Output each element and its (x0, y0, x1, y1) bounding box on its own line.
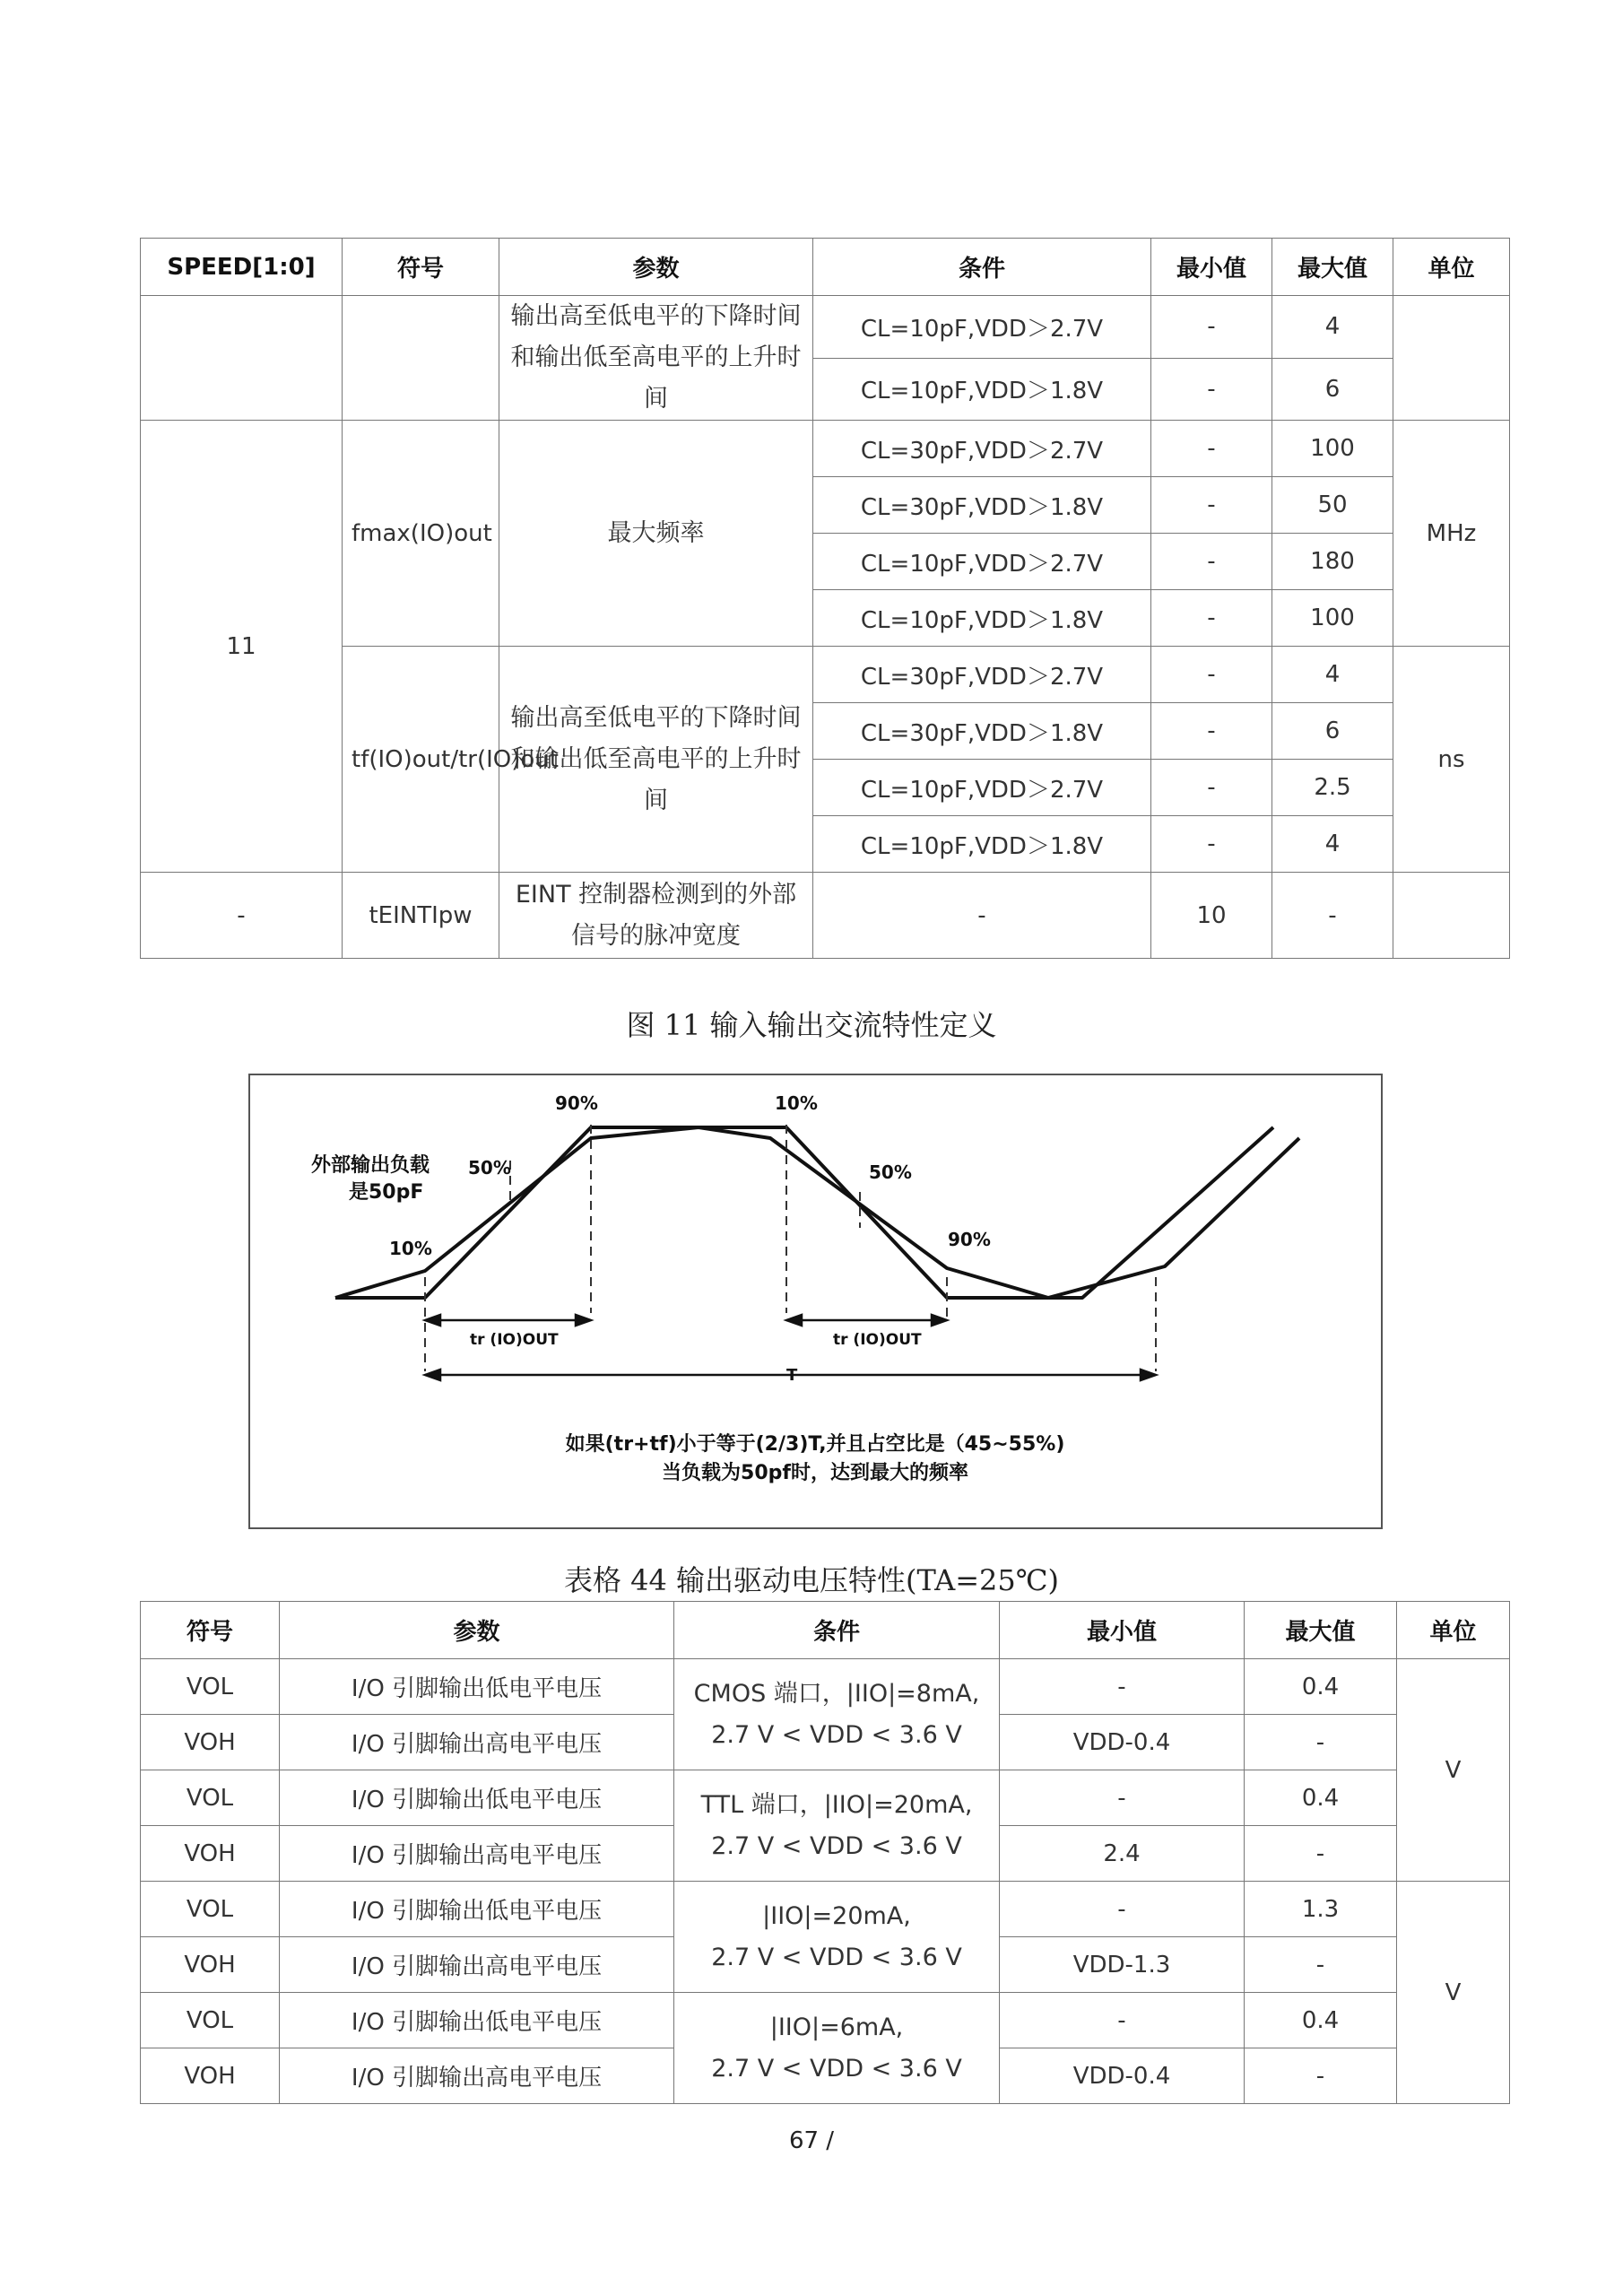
min-cell: - (1151, 296, 1272, 359)
ac-characteristics-table (140, 238, 1510, 959)
max-cell: - (1245, 2048, 1397, 2104)
col-header-symbol: 符号 (343, 239, 499, 296)
note-line2: 当负载为50pf时，达到最大的频率 (662, 1462, 968, 1484)
max-cell: 4 (1272, 816, 1393, 873)
cond-line1: TTL 端口，|IIO|=20mA, (700, 1790, 973, 1819)
condition-cell (674, 1882, 1000, 1993)
symbol-cell: VOH (141, 1937, 280, 1993)
col-header-min: 最小值 (1000, 1602, 1245, 1659)
cond-line1: CMOS 端口，|IIO|=8mA, (693, 1679, 980, 1708)
label-50-left: 50% (468, 1157, 511, 1178)
load-label-line1: 外部输出负载 (311, 1154, 430, 1177)
max-cell: 50 (1272, 477, 1393, 534)
label-10-top: 10% (775, 1092, 818, 1114)
condition-cell: CL=10pF,VDD＞1.8V (813, 816, 1151, 873)
param-cell: I/O 引脚输出高电平电压 (280, 1715, 674, 1770)
condition-cell (674, 1770, 1000, 1882)
speed-cell: - (141, 873, 343, 959)
page-number: 67 / (788, 2127, 835, 2154)
param-cell: I/O 引脚输出低电平电压 (280, 1770, 674, 1826)
table-row (141, 1659, 1510, 1715)
condition-cell (674, 1659, 1000, 1770)
tr-label-right: tr (IO)OUT (833, 1331, 922, 1349)
cond-text: CL=10pF,VDD＞2.7V (860, 315, 1104, 343)
symbol-cell: VOL (141, 1770, 280, 1826)
cond-line1: |IIO|=20mA, (762, 1901, 911, 1930)
condition-cell: CL=30pF,VDD＞1.8V (813, 703, 1151, 760)
min-cell: VDD-0.4 (1000, 1715, 1245, 1770)
min-cell: - (1151, 477, 1272, 534)
min-cell: 10 (1151, 873, 1272, 959)
min-cell: - (1151, 421, 1272, 477)
param-cell: I/O 引脚输出高电平电压 (280, 1826, 674, 1882)
param-cell: I/O 引脚输出高电平电压 (280, 2048, 674, 2104)
table-header-row (141, 239, 1510, 296)
min-cell: - (1151, 534, 1272, 590)
col-header-max: 最大值 (1272, 239, 1393, 296)
col-header-max: 最大值 (1245, 1602, 1397, 1659)
col-header-speed: SPEED[1:0] (141, 239, 343, 296)
param-cell: 输出高至低电平的下降时间和输出低至高电平的上升时间 (499, 296, 813, 421)
condition-cell: CL=10pF,VDD＞2.7V (813, 760, 1151, 816)
symbol-cell: tEINTIpw (343, 873, 499, 959)
min-cell: - (1000, 1882, 1245, 1937)
param-cell: I/O 引脚输出低电平电压 (280, 1882, 674, 1937)
symbol-cell: VOH (141, 2048, 280, 2104)
param-cell: I/O 引脚输出低电平电压 (280, 1993, 674, 2048)
symbol-cell: VOL (141, 1993, 280, 2048)
param-cell: EINT 控制器检测到的外部信号的脉冲宽度 (499, 873, 813, 959)
col-header-condition: 条件 (674, 1602, 1000, 1659)
max-cell: 2.5 (1272, 760, 1393, 816)
condition-cell: CL=30pF,VDD＞2.7V (813, 647, 1151, 703)
min-cell: - (1151, 760, 1272, 816)
max-cell: 1.3 (1245, 1882, 1397, 1937)
max-cell: 0.4 (1245, 1993, 1397, 2048)
condition-cell: - (813, 873, 1151, 959)
max-cell: 4 (1272, 296, 1393, 359)
col-header-unit: 单位 (1393, 239, 1510, 296)
symbol-cell: tf(IO)out/tr(IO)out (343, 647, 499, 873)
param-cell: 最大频率 (499, 421, 813, 647)
symbol-cell: VOH (141, 1826, 280, 1882)
col-header-param: 参数 (280, 1602, 674, 1659)
output-voltage-table (140, 1601, 1510, 2104)
max-cell: - (1245, 1937, 1397, 1993)
max-cell: - (1272, 873, 1393, 959)
col-header-unit: 单位 (1397, 1602, 1510, 1659)
timing-figure-frame (248, 1074, 1383, 1529)
symbol-cell: VOL (141, 1882, 280, 1937)
condition-cell: CL=10pF,VDD＞2.7V (813, 534, 1151, 590)
symbol-cell: VOL (141, 1659, 280, 1715)
symbol-cell: VOH (141, 1715, 280, 1770)
note-line1: 如果(tr+tf)小于等于(2/3)T,并且占空比是（45~55%) (565, 1433, 1065, 1456)
unit-cell: V (1397, 1882, 1510, 2104)
max-cell: 4 (1272, 647, 1393, 703)
cond-line2: 2.7 V < VDD < 3.6 V (711, 1943, 962, 1971)
param-cell: I/O 引脚输出高电平电压 (280, 1937, 674, 1993)
symbol-cell: fmax(IO)out (343, 421, 499, 647)
cond-line2: 2.7 V < VDD < 3.6 V (711, 1831, 962, 1860)
min-cell: VDD-0.4 (1000, 2048, 1245, 2104)
max-cell: 6 (1272, 703, 1393, 760)
col-header-param: 参数 (499, 239, 813, 296)
table-row (141, 1770, 1510, 1826)
unit-cell: MHz (1393, 421, 1510, 647)
condition-cell (813, 296, 1151, 359)
label-50-right: 50% (869, 1161, 912, 1183)
table-row (141, 873, 1510, 959)
period-label: T (786, 1366, 798, 1385)
table-row (141, 296, 1510, 359)
load-label-line2: 是50pF (349, 1181, 424, 1204)
waveform-ideal (335, 1127, 1273, 1298)
label-10-left: 10% (389, 1238, 432, 1259)
table-row (141, 421, 1510, 477)
min-cell: VDD-1.3 (1000, 1937, 1245, 1993)
max-cell: 100 (1272, 590, 1393, 647)
max-cell: 0.4 (1245, 1659, 1397, 1715)
min-cell: - (1151, 816, 1272, 873)
min-cell: - (1000, 1993, 1245, 2048)
tr-label-left: tr (IO)OUT (470, 1331, 559, 1349)
min-cell: - (1151, 703, 1272, 760)
figure-caption: 图 11 输入输出交流特性定义 (626, 1008, 997, 1042)
col-header-symbol: 符号 (141, 1602, 280, 1659)
unit-cell: V (1397, 1659, 1510, 1882)
symbol-cell-empty (343, 296, 499, 421)
unit-cell-empty (1393, 296, 1510, 421)
condition-cell: CL=30pF,VDD＞2.7V (813, 421, 1151, 477)
table-header-row (141, 1602, 1510, 1659)
min-cell: - (1151, 358, 1272, 421)
min-cell: 2.4 (1000, 1826, 1245, 1882)
param-cell: 输出高至低电平的下降时间和输出低至高电平的上升时间 (499, 647, 813, 873)
label-90-right: 90% (948, 1229, 991, 1250)
min-cell: - (1151, 590, 1272, 647)
max-cell: 0.4 (1245, 1770, 1397, 1826)
speed-cell-empty (141, 296, 343, 421)
condition-cell: CL=30pF,VDD＞1.8V (813, 477, 1151, 534)
unit-cell-empty (1393, 873, 1510, 959)
table-row (141, 1993, 1510, 2048)
condition-cell: CL=10pF,VDD＞1.8V (813, 590, 1151, 647)
max-cell: 180 (1272, 534, 1393, 590)
table-row (141, 647, 1510, 703)
max-cell: 6 (1272, 358, 1393, 421)
waveform-loaded (335, 1127, 1299, 1298)
min-cell: - (1000, 1659, 1245, 1715)
max-cell: - (1245, 1715, 1397, 1770)
param-cell: I/O 引脚输出低电平电压 (280, 1659, 674, 1715)
table2-caption: 表格 44 输出驱动电压特性(TA=25℃) (563, 1563, 1060, 1597)
condition-cell: CL=10pF,VDD＞1.8V (813, 358, 1151, 421)
min-cell: - (1151, 647, 1272, 703)
max-cell: - (1245, 1826, 1397, 1882)
min-cell: - (1000, 1770, 1245, 1826)
unit-cell: ns (1393, 647, 1510, 873)
max-cell: 100 (1272, 421, 1393, 477)
col-header-condition: 条件 (813, 239, 1151, 296)
cond-line2: 2.7 V < VDD < 3.6 V (711, 1720, 962, 1749)
col-header-min: 最小值 (1151, 239, 1272, 296)
timing-diagram (250, 1075, 1381, 1527)
cond-line1: |IIO|=6mA, (769, 2013, 904, 2041)
speed-cell: 11 (141, 421, 343, 873)
condition-cell (674, 1993, 1000, 2104)
label-90-left: 90% (555, 1092, 598, 1114)
table-row (141, 1882, 1510, 1937)
cond-line2: 2.7 V < VDD < 3.6 V (711, 2054, 962, 2083)
